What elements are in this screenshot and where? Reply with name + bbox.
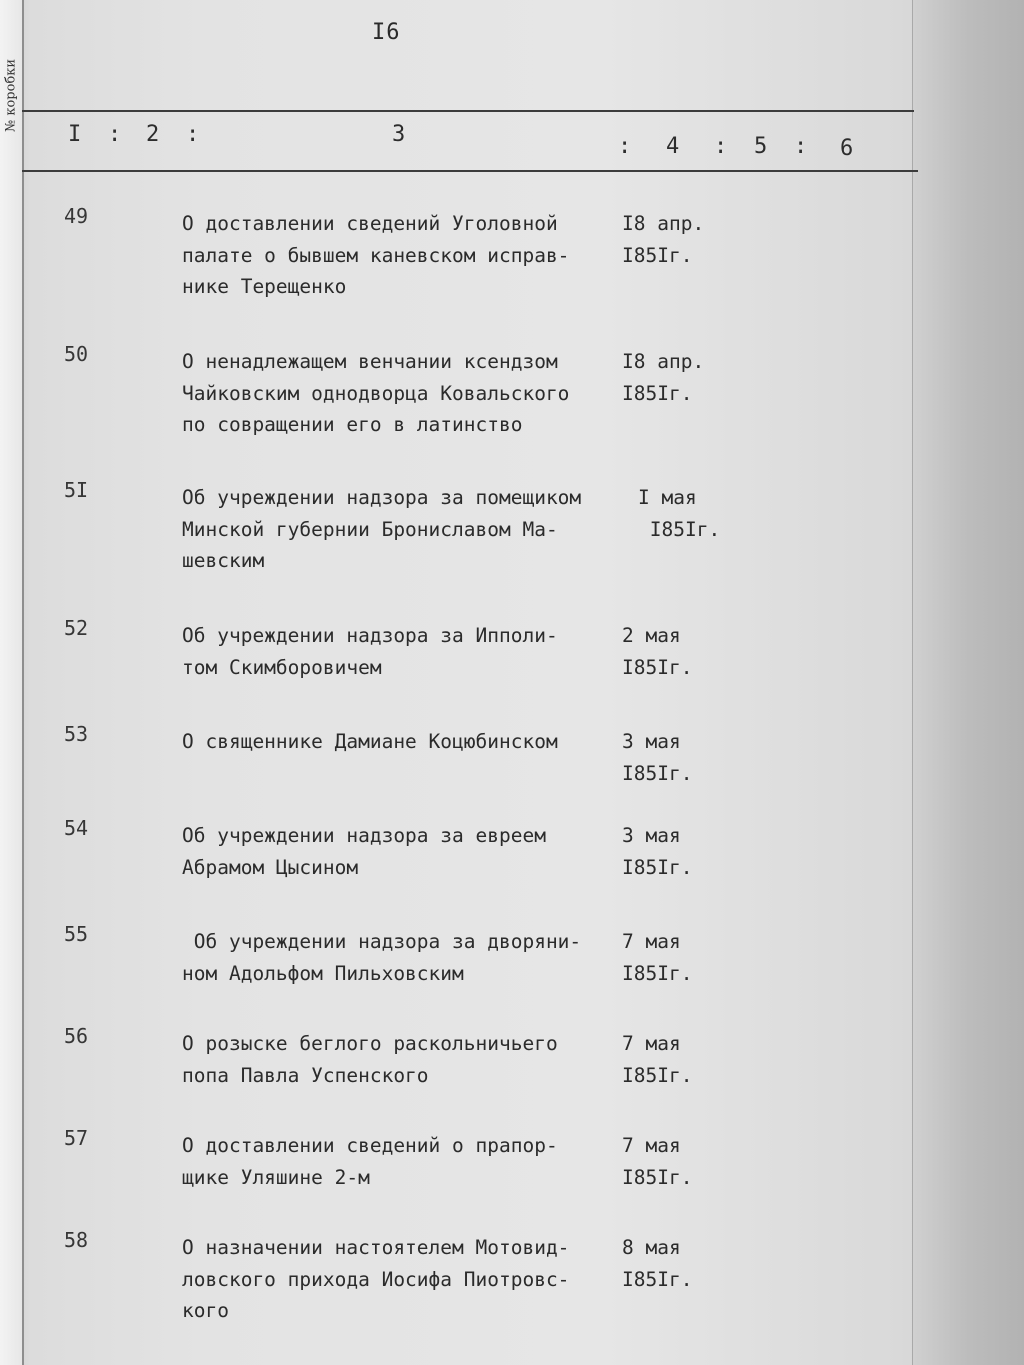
entry-title: О доставлении сведений о прапор- щике Уляшине 2-м xyxy=(182,1134,558,1189)
entry-date: 3 мая I85Iг. xyxy=(622,730,693,785)
entry-title: Об учреждении надзора за помещиком Минской губернии Брониславом Ма- шевским xyxy=(182,486,582,572)
entry-title: Об учреждении надзора за дворяни- ном Адольфом Пильховским xyxy=(182,930,582,985)
column-header-separator: : xyxy=(186,122,200,147)
entry-number: 52 xyxy=(64,616,89,640)
entry-number: 55 xyxy=(64,922,89,946)
column-header-5: 5 xyxy=(754,134,768,159)
entry-date: 8 мая I85Iг. xyxy=(622,1236,693,1291)
entry-date: 7 мая I85Iг. xyxy=(622,1032,693,1087)
entry-date: I мая I85Iг. xyxy=(638,486,721,541)
entry-number: 56 xyxy=(64,1024,89,1048)
entry-number: 49 xyxy=(64,204,89,228)
entry-title: О розыске беглого раскольничьего попа Павла Успенского xyxy=(182,1032,558,1087)
entry-date: 3 мая I85Iг. xyxy=(622,824,693,879)
entry-date: I8 апр. I85Iг. xyxy=(622,212,705,267)
entry-title: О доставлении сведений Уголовной палате о бывшем каневском исправ- нике Терещенко xyxy=(182,212,570,298)
entry-number: 50 xyxy=(64,342,89,366)
entry-number: 5I xyxy=(64,478,89,502)
entry-title: О назначении настоятелем Мотовид- ловского прихода Иосифа Пиотровс- кого xyxy=(182,1236,570,1322)
header-rule-top xyxy=(22,110,914,112)
entry-number: 54 xyxy=(64,816,89,840)
column-header-6: 6 xyxy=(840,136,854,161)
header-rule-bottom xyxy=(22,170,918,172)
entry-date: 7 мая I85Iг. xyxy=(622,930,693,985)
page-number: I6 xyxy=(372,20,401,45)
entry-date: 2 мая I85Iг. xyxy=(622,624,693,679)
column-header-separator: : xyxy=(108,122,122,147)
entry-title: Об учреждении надзора за Ипполи- том Скимборовичем xyxy=(182,624,558,679)
entry-title: Об учреждении надзора за евреем Абрамом Цысином xyxy=(182,824,546,879)
column-header-4: 4 xyxy=(666,134,680,159)
column-header-separator: : xyxy=(714,134,728,159)
box-number-label: № коробки xyxy=(3,58,19,133)
entry-number: 57 xyxy=(64,1126,89,1150)
binding-spine xyxy=(0,0,24,1365)
column-header-separator: : xyxy=(794,134,808,159)
entry-date: 7 мая I85Iг. xyxy=(622,1134,693,1189)
entry-number: 58 xyxy=(64,1228,89,1252)
column-header-3: 3 xyxy=(392,122,406,147)
entry-number: 53 xyxy=(64,722,89,746)
column-header-separator: : xyxy=(618,134,632,159)
column-header-2: 2 xyxy=(146,122,160,147)
entry-title: О ненадлежащем венчании ксендзом Чайковским однодворца Ковальского по совращении его в латинство xyxy=(182,350,570,436)
entry-date: I8 апр. I85Iг. xyxy=(622,350,705,405)
entry-title: О священнике Дамиане Коцюбинском xyxy=(182,730,558,753)
page-edge-fold xyxy=(912,0,1024,1365)
column-header-1: I xyxy=(68,122,82,147)
